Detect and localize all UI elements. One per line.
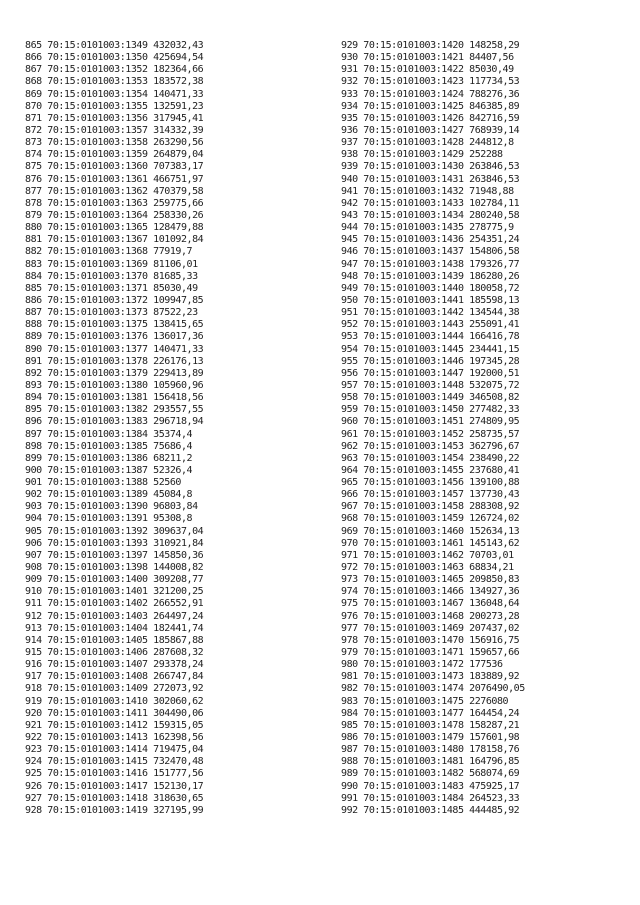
table-row: 880 70:15:0101003:1365 128479,88: [25, 222, 204, 234]
table-row: 936 70:15:0101003:1427 768939,14: [341, 124, 520, 136]
table-row: 983 70:15:0101003:1475 2276080: [341, 695, 509, 707]
table-row: 908 70:15:0101003:1398 144008,82: [25, 562, 204, 574]
table-row: 990 70:15:0101003:1483 475925,17: [341, 780, 520, 792]
table-row: 955 70:15:0101003:1446 197345,28: [341, 355, 520, 367]
table-row: 912 70:15:0101003:1403 264497,24: [25, 610, 204, 622]
table-row: 956 70:15:0101003:1447 192000,51: [341, 367, 520, 379]
table-row: 888 70:15:0101003:1375 138415,65: [25, 319, 204, 331]
table-row: 886 70:15:0101003:1372 109947,85: [25, 294, 204, 306]
table-row: 970 70:15:0101003:1461 145143,62: [341, 537, 520, 549]
table-row: 918 70:15:0101003:1409 272073,92: [25, 683, 204, 695]
table-row: 952 70:15:0101003:1443 255091,41: [341, 319, 520, 331]
table-row: 989 70:15:0101003:1482 568074,69: [341, 768, 520, 780]
table-row: 904 70:15:0101003:1391 95308,8: [25, 513, 193, 525]
table-row: 968 70:15:0101003:1459 126724,02: [341, 513, 520, 525]
table-row: 877 70:15:0101003:1362 470379,58: [25, 185, 204, 197]
table-row: 902 70:15:0101003:1389 45084,8: [25, 489, 193, 501]
table-row: 866 70:15:0101003:1350 425694,54: [25, 52, 204, 64]
table-row: 961 70:15:0101003:1452 258735,57: [341, 428, 520, 440]
table-row: 973 70:15:0101003:1465 209850,83: [341, 574, 520, 586]
table-row: 925 70:15:0101003:1416 151777,56: [25, 768, 204, 780]
table-row: 884 70:15:0101003:1370 81685,33: [25, 270, 198, 282]
table-row: 879 70:15:0101003:1364 258330,26: [25, 209, 204, 221]
table-row: 929 70:15:0101003:1420 148258,29: [341, 40, 520, 51]
table-row: 938 70:15:0101003:1429 252288: [341, 149, 503, 161]
table-row: 893 70:15:0101003:1380 105960,96: [25, 379, 204, 391]
table-row: 960 70:15:0101003:1451 274809,95: [341, 416, 520, 428]
table-row: 920 70:15:0101003:1411 304490,06: [25, 707, 204, 719]
table-row: 896 70:15:0101003:1383 296718,94: [25, 416, 204, 428]
table-row: 897 70:15:0101003:1384 35374,4: [25, 428, 193, 440]
table-row: 899 70:15:0101003:1386 68211,2: [25, 452, 193, 464]
table-row: 885 70:15:0101003:1371 85030,49: [25, 282, 198, 294]
table-row: 967 70:15:0101003:1458 288308,92: [341, 501, 520, 513]
table-row: 926 70:15:0101003:1417 152130,17: [25, 780, 204, 792]
table-row: 964 70:15:0101003:1455 237680,41: [341, 464, 520, 476]
right-column: [341, 40, 525, 817]
table-row: 965 70:15:0101003:1456 139100,88: [341, 477, 520, 489]
table-row: 878 70:15:0101003:1363 259775,66: [25, 197, 204, 209]
table-row: 981 70:15:0101003:1473 183889,92: [341, 671, 520, 683]
table-row: 951 70:15:0101003:1442 134544,38: [341, 307, 520, 319]
table-row: 872 70:15:0101003:1357 314332,39: [25, 124, 204, 136]
table-row: 954 70:15:0101003:1445 234441,15: [341, 343, 520, 355]
table-row: 935 70:15:0101003:1426 842716,59: [341, 112, 520, 124]
table-row: 890 70:15:0101003:1377 140471,33: [25, 343, 204, 355]
table-row: 921 70:15:0101003:1412 159315,05: [25, 719, 204, 731]
table-row: 898 70:15:0101003:1385 75686,4: [25, 440, 193, 452]
table-row: 959 70:15:0101003:1450 277482,33: [341, 404, 520, 416]
table-row: 939 70:15:0101003:1430 263846,53: [341, 161, 520, 173]
table-row: 870 70:15:0101003:1355 132591,23: [25, 100, 204, 112]
table-row: 887 70:15:0101003:1373 87522,23: [25, 307, 198, 319]
table-row: 982 70:15:0101003:1474 2076490,05: [341, 683, 525, 695]
table-row: 947 70:15:0101003:1438 179326,77: [341, 258, 520, 270]
table-row: 874 70:15:0101003:1359 264879,04: [25, 149, 204, 161]
table-row: 931 70:15:0101003:1422 85030,49: [341, 64, 514, 76]
table-row: 974 70:15:0101003:1466 134927,36: [341, 586, 520, 598]
table-row: 907 70:15:0101003:1397 145850,36: [25, 549, 204, 561]
table-row: 940 70:15:0101003:1431 263846,53: [341, 173, 520, 185]
table-row: 966 70:15:0101003:1457 137730,43: [341, 489, 520, 501]
table-row: 909 70:15:0101003:1400 309208,77: [25, 574, 204, 586]
table-row: 910 70:15:0101003:1401 321200,25: [25, 586, 204, 598]
table-row: 979 70:15:0101003:1471 159657,66: [341, 647, 520, 659]
table-row: 923 70:15:0101003:1414 719475,04: [25, 744, 204, 756]
table-row: 972 70:15:0101003:1463 68834,21: [341, 562, 514, 574]
table-row: 922 70:15:0101003:1413 162398,56: [25, 732, 204, 744]
table-row: 984 70:15:0101003:1477 164454,24: [341, 707, 520, 719]
table-row: 865 70:15:0101003:1349 432032,43: [25, 40, 204, 51]
table-row: 971 70:15:0101003:1462 70703,01: [341, 549, 514, 561]
table-row: 976 70:15:0101003:1468 200273,28: [341, 610, 520, 622]
table-row: 924 70:15:0101003:1415 732470,48: [25, 756, 204, 768]
table-row: 928 70:15:0101003:1419 327195,99: [25, 804, 204, 816]
table-row: 937 70:15:0101003:1428 244812,8: [341, 137, 514, 149]
table-row: 957 70:15:0101003:1448 532075,72: [341, 379, 520, 391]
table-row: 945 70:15:0101003:1436 254351,24: [341, 234, 520, 246]
table-row: 901 70:15:0101003:1388 52560: [25, 477, 181, 489]
table-row: 934 70:15:0101003:1425 846385,89: [341, 100, 520, 112]
table-row: 869 70:15:0101003:1354 140471,33: [25, 88, 204, 100]
table-row: 883 70:15:0101003:1369 81106,01: [25, 258, 198, 270]
table-row: 991 70:15:0101003:1484 264523,33: [341, 792, 520, 804]
table-row: 876 70:15:0101003:1361 466751,97: [25, 173, 204, 185]
table-row: 949 70:15:0101003:1440 180058,72: [341, 282, 520, 294]
table-row: 881 70:15:0101003:1367 101092,84: [25, 234, 204, 246]
table-row: 914 70:15:0101003:1405 185867,88: [25, 634, 204, 646]
table-row: 948 70:15:0101003:1439 186280,26: [341, 270, 520, 282]
table-row: 963 70:15:0101003:1454 238490,22: [341, 452, 520, 464]
table-row: 873 70:15:0101003:1358 263290,56: [25, 137, 204, 149]
table-row: 932 70:15:0101003:1423 117734,53: [341, 76, 520, 88]
table-row: 882 70:15:0101003:1368 77919,7: [25, 246, 193, 258]
table-row: 868 70:15:0101003:1353 183572,38: [25, 76, 204, 88]
table-row: 946 70:15:0101003:1437 154806,58: [341, 246, 520, 258]
table-row: 917 70:15:0101003:1408 266747,84: [25, 671, 204, 683]
table-row: 950 70:15:0101003:1441 185598,13: [341, 294, 520, 306]
table-row: 953 70:15:0101003:1444 166416,78: [341, 331, 520, 343]
table-row: 911 70:15:0101003:1402 266552,91: [25, 598, 204, 610]
left-column: [25, 40, 203, 817]
table-row: 906 70:15:0101003:1393 310921,84: [25, 537, 204, 549]
table-row: 985 70:15:0101003:1478 158287,21: [341, 719, 520, 731]
table-row: 919 70:15:0101003:1410 302060,62: [25, 695, 204, 707]
table-row: 927 70:15:0101003:1418 318630,65: [25, 792, 204, 804]
table-row: 975 70:15:0101003:1467 136048,64: [341, 598, 520, 610]
table-row: 903 70:15:0101003:1390 96803,84: [25, 501, 198, 513]
table-row: 894 70:15:0101003:1381 156418,56: [25, 392, 204, 404]
table-row: 895 70:15:0101003:1382 293557,55: [25, 404, 204, 416]
table-row: 942 70:15:0101003:1433 102784,11: [341, 197, 520, 209]
table-row: 892 70:15:0101003:1379 229413,89: [25, 367, 204, 379]
table-row: 992 70:15:0101003:1485 444485,92: [341, 804, 520, 816]
table-row: 905 70:15:0101003:1392 309637,04: [25, 525, 204, 537]
table-row: 933 70:15:0101003:1424 788276,36: [341, 88, 520, 100]
table-row: 980 70:15:0101003:1472 177536: [341, 659, 503, 671]
table-row: 915 70:15:0101003:1406 287608,32: [25, 647, 204, 659]
table-row: 962 70:15:0101003:1453 362796,67: [341, 440, 520, 452]
table-row: 941 70:15:0101003:1432 71948,88: [341, 185, 514, 197]
table-row: 944 70:15:0101003:1435 278775,9: [341, 222, 514, 234]
table-row: 916 70:15:0101003:1407 293378,24: [25, 659, 204, 671]
table-row: 875 70:15:0101003:1360 707383,17: [25, 161, 204, 173]
table-row: 913 70:15:0101003:1404 182441,74: [25, 622, 204, 634]
table-row: 891 70:15:0101003:1378 226176,13: [25, 355, 204, 367]
table-row: 943 70:15:0101003:1434 280240,58: [341, 209, 520, 221]
table-row: 977 70:15:0101003:1469 207437,02: [341, 622, 520, 634]
table-row: 930 70:15:0101003:1421 84407,56: [341, 52, 514, 64]
table-row: 867 70:15:0101003:1352 182364,66: [25, 64, 204, 76]
table-row: 871 70:15:0101003:1356 317945,41: [25, 112, 204, 124]
table-row: 969 70:15:0101003:1460 152634,13: [341, 525, 520, 537]
table-row: 900 70:15:0101003:1387 52326,4: [25, 464, 193, 476]
table-row: 987 70:15:0101003:1480 178158,76: [341, 744, 520, 756]
table-row: 978 70:15:0101003:1470 156916,75: [341, 634, 520, 646]
table-row: 986 70:15:0101003:1479 157601,98: [341, 732, 520, 744]
table-row: 889 70:15:0101003:1376 136017,36: [25, 331, 204, 343]
table-row: 958 70:15:0101003:1449 346508,82: [341, 392, 520, 404]
table-row: 988 70:15:0101003:1481 164796,85: [341, 756, 520, 768]
